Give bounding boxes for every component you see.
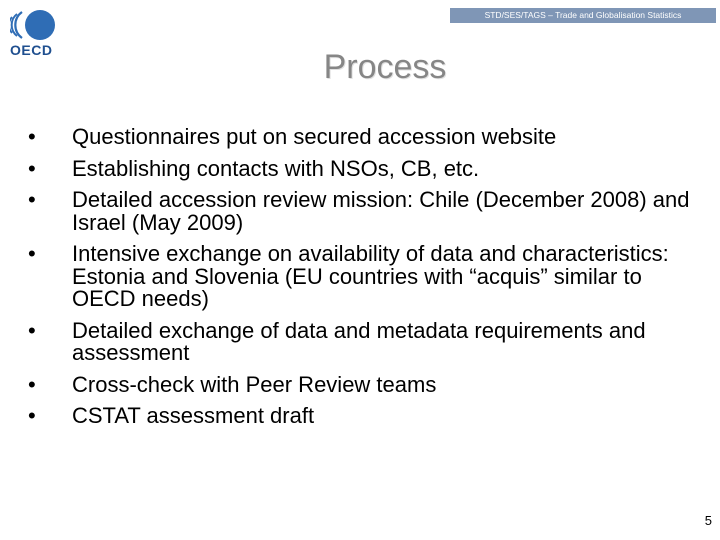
- bullet-text: Establishing contacts with NSOs, CB, etc.: [72, 155, 480, 181]
- bullet-list: [28, 126, 708, 437]
- bullet-item: [28, 371, 708, 397]
- bullet-dot-icon: •: [28, 155, 36, 181]
- page-number: 5: [704, 513, 712, 528]
- bullet-dot-icon: •: [28, 317, 36, 343]
- logo-text: OECD: [10, 42, 53, 58]
- bullet-dot-icon: •: [28, 241, 36, 266]
- bullet-text: Cross-check with Peer Review teams: [72, 371, 437, 397]
- bullet-item: [28, 405, 708, 428]
- bullet-item: [28, 243, 708, 311]
- bullet-item: [28, 155, 708, 181]
- bullet-item: [28, 317, 708, 365]
- bullet-text: Questionnaires put on secured accession website: [72, 124, 557, 149]
- bullet-text: CSTAT assessment draft: [72, 403, 315, 428]
- header-bar: STD/SES/TAGS – Trade and Globalisation Statistics: [450, 8, 716, 23]
- bullet-text: Detailed exchange of data and metadata requirements and assessment: [72, 317, 646, 365]
- bullet-text: Intensive exchange on availability of data and characteristics: Estonia and Slovenia (EU countries with “acquis” similar to OECD needs): [72, 241, 669, 311]
- bullet-item: [28, 126, 708, 149]
- bullet-dot-icon: •: [28, 371, 36, 397]
- bullet-text: Detailed accession review mission: Chile (December 2008) and Israel (May 2009): [72, 187, 690, 235]
- slide-title: Process: [323, 48, 447, 86]
- bullet-dot-icon: •: [28, 124, 36, 149]
- bullet-dot-icon: •: [28, 403, 36, 428]
- oecd-logo-icon: [10, 8, 56, 42]
- bullet-dot-icon: •: [28, 187, 36, 212]
- bullet-item: [28, 189, 708, 234]
